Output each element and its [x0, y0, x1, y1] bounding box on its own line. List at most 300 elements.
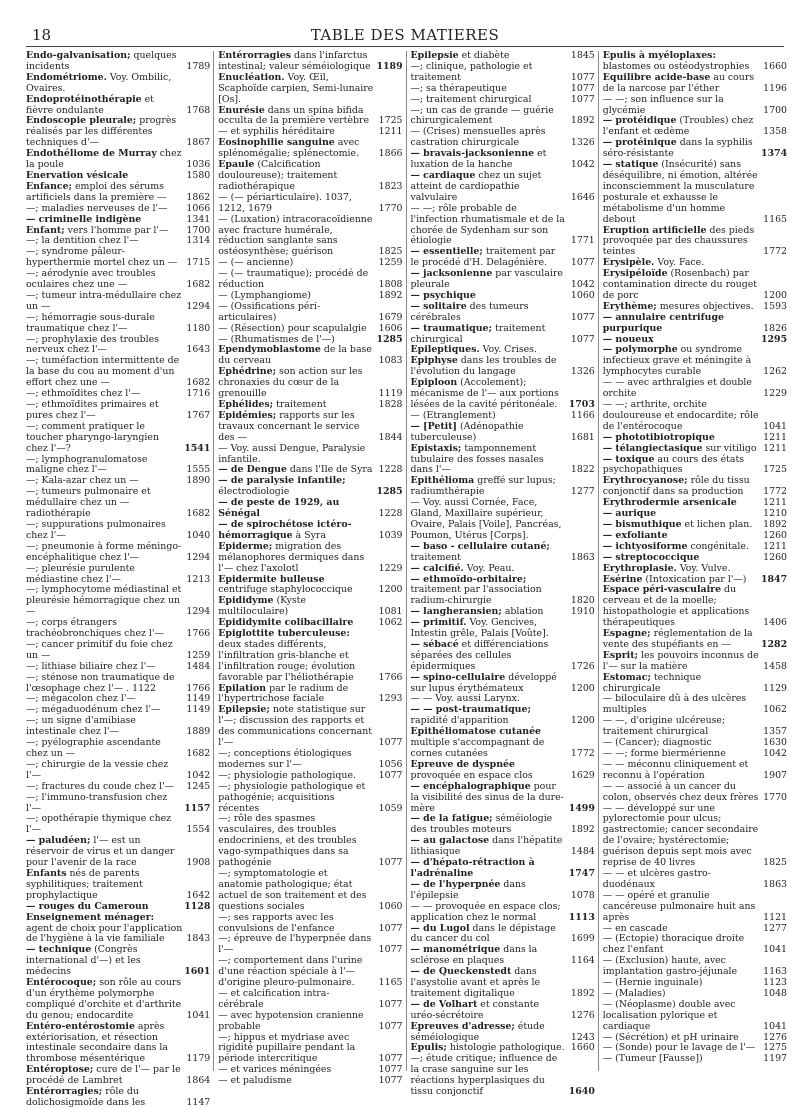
index-entry: [218, 989, 402, 1011]
entry-description: — — méconnu cliniquement et reconnu à l'opération: [602, 758, 749, 781]
entry-description: — Voy. aussi Dengue, Paralysie infantile.: [218, 442, 366, 465]
entry-description: —; hippus et mydriase avec rigidité pupillaire pendant la période intercritique: [218, 1031, 356, 1065]
entry-text: [603, 804, 759, 869]
index-entry: [26, 400, 210, 422]
entry-page-number: 1725: [378, 115, 403, 127]
index-entry: [603, 585, 787, 629]
entry-description: —; syndrome pâleur-hyperthermie mortel chez un —: [26, 246, 178, 269]
entry-text: [218, 411, 374, 444]
entry-description: de la base du cerveau: [218, 344, 372, 367]
entry-page-number: 1726: [570, 660, 595, 672]
entry-heading: — ichtyosiforme: [602, 540, 688, 552]
entry-text: [218, 51, 374, 73]
index-entry: [26, 585, 210, 618]
entry-page-number: 1210: [763, 508, 787, 520]
entry-page-number: 1123: [763, 977, 787, 989]
index-entry: [218, 444, 402, 466]
entry-description: l'— est un réservoir de virus et un danger pour l'avenir de la race: [26, 835, 175, 869]
index-entry: [218, 160, 402, 193]
entry-description: —; Kala-azar chez un —: [26, 475, 139, 487]
index-entry: [26, 269, 210, 291]
entry-text: [218, 138, 374, 160]
entry-description: dans l'asystolie avant et après le traitement digitalique: [410, 966, 541, 999]
entry-description: —; pleurésie purulente médiastine chez l'—: [26, 562, 135, 585]
entry-text: [411, 814, 567, 836]
index-entry: [603, 160, 787, 225]
entry-description: traitement chirurgical: [410, 322, 546, 345]
entry-text: [26, 335, 182, 357]
entry-page-number: 1166: [570, 409, 595, 421]
entry-text: [218, 73, 374, 106]
entry-description: — (Rhumatismes de l'—): [218, 333, 335, 345]
entry-text: [411, 106, 567, 128]
index-entry: [218, 596, 402, 618]
entry-description: avec splénomégalie; splénectomie.: [218, 137, 360, 160]
entry-heading: Epiphyse: [410, 355, 458, 367]
index-entry: [218, 51, 402, 73]
entry-page-number: 1484: [570, 846, 595, 858]
entry-page-number: 1747: [568, 867, 595, 879]
entry-description: — (Etranglement): [410, 409, 496, 421]
entry-description: dans l'hépatite lithiasique: [410, 835, 563, 858]
entry-text: [26, 269, 182, 291]
entry-page-number: 1276: [570, 1009, 595, 1021]
entry-description: et lichen plan.: [681, 518, 753, 530]
entry-description: — (— ancienne): [218, 257, 294, 269]
entry-description: — (Ossifications péri-articulaires): [218, 300, 321, 323]
entry-description: —; un cas de grande — guérie chirurgicalement: [410, 104, 554, 127]
entry-page-number: 1042: [186, 769, 211, 781]
index-entry: [603, 226, 787, 259]
entry-page-number: 1863: [570, 551, 595, 563]
entry-text: [603, 629, 759, 651]
entry-page-number: 1197: [763, 1053, 787, 1065]
entry-heading: — de Queckenstedt: [410, 966, 512, 978]
entry-page-number: 1866: [378, 148, 403, 160]
index-column-1: [26, 50, 213, 1108]
entry-description: —; épreuve de l'hyperpnée dans l'—: [218, 933, 372, 956]
entry-description: ou syndrome infectieux grave et méningite à lymphocytes curable: [602, 344, 752, 378]
entry-text: [218, 444, 374, 466]
entry-text: [603, 1000, 759, 1033]
entry-page-number: 1700: [763, 104, 787, 116]
entry-page-number: 1890: [186, 475, 211, 487]
entry-text: [411, 924, 567, 946]
entry-heading: Epulis à myéloplaxes:: [602, 50, 716, 61]
entry-page-number: 1040: [186, 529, 211, 541]
entry-description: —; physiologie pathologique.: [218, 769, 356, 781]
entry-text: [411, 945, 567, 967]
entry-description: — — et ulcères gastro-duodénaux: [602, 867, 711, 890]
entry-text: [26, 618, 182, 640]
entry-page-number: 1682: [186, 748, 211, 759]
entry-description: les pouvoirs inconnus de l'— sur la matière: [602, 649, 759, 672]
index-entry: [218, 934, 402, 956]
entry-description: deux stades différents, l'infiltration gris-blanche et l'infiltration rouge; évolution favorable par l'héliothérapie: [218, 638, 356, 683]
entry-text: [411, 705, 567, 727]
index-entry: [411, 836, 595, 858]
entry-page-number: 1826: [763, 322, 787, 334]
entry-heading: — essentielle;: [410, 246, 483, 258]
entry-description: dans l'Ile de Syra: [286, 464, 373, 476]
entry-page-number: 1078: [570, 889, 595, 901]
entry-text: [603, 694, 759, 716]
entry-text: [603, 138, 759, 160]
entry-page-number: 1823: [378, 180, 403, 192]
entry-text: [411, 640, 567, 673]
entry-page-number: 1077: [570, 82, 595, 94]
entry-page-number: 1228: [378, 508, 403, 520]
entry-description: — (Luxation) intracoracoïdienne avec fracture humérale, réduction sanglante sans ostéosynthèse; guérison: [218, 213, 373, 258]
entry-heading: — technique: [26, 944, 92, 956]
index-entry: [218, 749, 402, 771]
entry-heading: — jacksonienne: [410, 268, 493, 280]
entry-page-number: 1211: [763, 497, 787, 509]
entry-description: Voy. Crises.: [479, 344, 537, 356]
entry-description: —; rôle des spasmes vasculaires, des troubles endocriniens, et des troubles vago-sympathiques dans sa pathogénie: [218, 813, 357, 869]
entry-page-number: 1129: [763, 682, 787, 694]
entry-text: [26, 913, 182, 946]
entry-page-number: 1660: [570, 1042, 595, 1054]
entry-page-number: 1554: [186, 824, 211, 836]
entry-text: [26, 716, 182, 738]
entry-text: [26, 116, 182, 149]
entry-page-number: 1772: [763, 486, 787, 498]
entry-heading: Endométriome.: [26, 71, 107, 83]
index-entry: [603, 629, 787, 651]
entry-heading: Epithélioma: [410, 475, 475, 487]
entry-text: [603, 400, 759, 433]
index-entry: [411, 422, 595, 444]
entry-text: [603, 869, 759, 891]
entry-description: traitement: [273, 399, 327, 410]
entry-description: Voy. Gencives, Intestin grêle, Palais [Voûte].: [410, 617, 549, 640]
entry-page-number: 1357: [763, 726, 787, 738]
entry-text: [411, 149, 567, 171]
index-entry: [218, 542, 402, 575]
index-entry: [603, 956, 787, 978]
index-entry: [26, 313, 210, 335]
entry-heading: — d'hépato-rétraction à l'adrénaline: [410, 857, 535, 879]
index-entry: [26, 542, 210, 564]
entry-heading: — de peste de 1929, au Sénégal: [218, 497, 340, 520]
entry-text: [218, 1033, 374, 1066]
entry-description: séméiologie des troubles moteurs: [410, 813, 553, 836]
entry-description: vers l'homme par l'—: [64, 224, 169, 236]
entry-page-number: 1703: [568, 399, 595, 410]
index-entry: [411, 1000, 595, 1022]
entry-page-number: 1789: [186, 60, 211, 72]
index-entry: [26, 836, 210, 869]
entry-heading: Epidémies;: [218, 409, 277, 421]
entry-text: [26, 313, 182, 335]
entry-text: [411, 967, 567, 1000]
entry-text: [411, 727, 567, 760]
entry-heading: — ethmoïdo-orbitaire;: [410, 573, 527, 585]
entry-page-number: 1892: [570, 987, 595, 999]
entry-page-number: 1200: [570, 715, 595, 727]
index-entry: [411, 705, 595, 727]
entry-description: rapidité d'apparition: [410, 715, 509, 727]
index-entry: [411, 640, 595, 673]
index-entry: [218, 684, 402, 706]
entry-text: [218, 1076, 374, 1087]
entry-text: [603, 269, 759, 302]
entry-heading: — noueux: [602, 333, 654, 345]
index-entry: [411, 498, 595, 542]
index-entry: [218, 1011, 402, 1033]
entry-description: et diabète: [458, 50, 510, 61]
index-entry: [603, 378, 787, 400]
entry-heading: — de la fatigue;: [410, 813, 493, 825]
entry-description: note statistique sur l'—; discussion des rapports et des communications concernant l'—: [218, 704, 373, 749]
entry-description: blastomes ou ostéodystrophies: [602, 60, 750, 72]
entry-page-number: 1081: [378, 606, 403, 618]
entry-description: congénitale.: [687, 540, 749, 552]
index-entry: [411, 542, 595, 564]
entry-page-number: 1077: [378, 737, 403, 749]
entry-text: [411, 782, 567, 815]
entry-text: [603, 226, 759, 259]
entry-description: multiple s'accompagnant de cornes cutanées: [410, 737, 545, 759]
entry-page-number: 1282: [761, 638, 788, 650]
index-entry: [603, 116, 787, 138]
entry-heading: Epilepsie;: [218, 704, 270, 716]
index-entry: [218, 215, 402, 259]
entry-text: [218, 913, 374, 935]
entry-heading: Enervation vésicale: [26, 169, 129, 181]
entry-text: [411, 618, 567, 640]
index-entry: [26, 422, 210, 455]
index-entry: [411, 880, 595, 902]
entry-page-number: 1277: [763, 922, 787, 934]
entry-description: — —; forme biermérienne: [602, 748, 726, 759]
entry-description: — (Sonde) pour le lavage de l'—: [602, 1042, 756, 1054]
entry-heading: — statique: [602, 159, 659, 171]
entry-page-number: 1077: [378, 1064, 403, 1076]
entry-heading: — primitif.: [410, 617, 467, 629]
entry-description: (Troubles) chez l'enfant et œdème: [602, 115, 754, 138]
entry-page-number: 1294: [186, 551, 211, 563]
index-entry: [26, 182, 210, 204]
entry-page-number: 1294: [186, 300, 211, 312]
entry-page-number: 1766: [186, 628, 211, 640]
entry-description: à Syra: [292, 529, 326, 541]
entry-text: [218, 956, 374, 989]
entry-description: nés de parents syphilitiques; traitement prophylactique: [26, 867, 143, 901]
entry-heading: Epididyme: [218, 595, 274, 607]
entry-text: [411, 444, 567, 477]
entry-heading: — calcifié.: [410, 562, 464, 574]
entry-description: étude séméiologique: [410, 1020, 545, 1043]
entry-page-number: 1892: [570, 115, 595, 127]
entry-description: progrès réalisés par les différentes techniques d'—: [26, 115, 177, 149]
entry-description: —; chirurgie de la vessie chez l'—: [26, 758, 169, 781]
entry-text: [411, 324, 567, 346]
entry-text: [603, 891, 759, 924]
entry-text: [26, 95, 182, 117]
index-column-2: [213, 50, 405, 1087]
entry-heading: Esprit;: [602, 649, 639, 661]
entry-text: [411, 247, 567, 269]
index-entry: [218, 367, 402, 400]
index-entry: [411, 967, 595, 1000]
entry-description: — (Hernie inguinale): [602, 977, 703, 989]
entry-description: dans un spina bifida occulta de la première vertèbre: [218, 104, 370, 127]
entry-description: —; pyélographie ascendante chez un —: [26, 737, 161, 759]
entry-page-number: 1211: [763, 431, 787, 443]
entry-page-number: 1646: [570, 191, 595, 203]
entry-page-number: 1196: [763, 82, 787, 94]
entry-heading: — spino-cellulaire: [410, 671, 506, 683]
index-entry: [411, 760, 595, 782]
index-entry: [26, 945, 210, 978]
entry-page-number: 1889: [186, 726, 211, 738]
entry-page-number: 1149: [186, 704, 211, 716]
entry-page-number: 1275: [763, 1042, 787, 1054]
entry-text: [603, 116, 759, 138]
index-entry: [411, 814, 595, 836]
entry-page-number: 1077: [570, 257, 595, 269]
entry-description: —; comportement dans l'urine d'une réaction spéciale à l'— d'origine pleuro-pulmonaire.: [218, 955, 363, 989]
entry-page-number: 1892: [763, 518, 787, 530]
entry-page-number: 1907: [763, 769, 787, 781]
entry-heading: Eruption artificielle: [602, 224, 707, 236]
index-columns: [26, 50, 790, 1108]
entry-text: [26, 564, 182, 586]
entry-description: —; cancer primitif du foie chez un —: [26, 638, 173, 661]
entry-description: —; conceptions étiologiques modernes sur l'—: [218, 748, 352, 770]
entry-page-number: 1892: [378, 289, 403, 301]
index-entry: [411, 476, 595, 498]
entry-text: [411, 880, 567, 902]
page-header: [26, 14, 784, 42]
entry-description: —; hémorragie sous-durale traumatique chez l'—: [26, 311, 155, 334]
entry-description: — — associé à un cancer du colon, observés chez deux frères: [602, 780, 759, 803]
entry-text: [603, 476, 759, 498]
entry-description: (Rosenbach) par contamination directe du rouget de porc: [602, 268, 758, 301]
page-title: TABLE DES MATIERES: [310, 26, 500, 44]
index-entry: [603, 782, 787, 804]
index-entry: [603, 1000, 787, 1033]
entry-page-number: 1892: [570, 824, 595, 836]
index-entry: [411, 1022, 595, 1044]
entry-text: [26, 542, 182, 564]
entry-heading: Epilepsie: [410, 50, 459, 61]
entry-text: [411, 1022, 567, 1044]
index-entry: [411, 945, 595, 967]
entry-description: —; étude critique; influence de la crase sanguine sur les réactions hyperplasiques du tissu conjonctif: [410, 1053, 558, 1098]
entry-text: [411, 858, 567, 880]
entry-heading: Entérorragies: [218, 50, 292, 61]
index-entry: [218, 869, 402, 913]
entry-heading: Ependymoblastome: [218, 344, 321, 356]
entry-text: [411, 269, 567, 291]
index-entry: [26, 455, 210, 477]
entry-heading: Erysipéloïde: [602, 268, 668, 280]
index-entry: [26, 1087, 210, 1109]
entry-description: — — provoquée en espace clos; application chez le normal: [410, 900, 561, 923]
entry-description: —; corps étrangers trachéobronchiques chez l'—: [26, 617, 164, 640]
index-entry: [411, 106, 595, 128]
entry-heading: — [Petit]: [410, 420, 457, 432]
entry-page-number: 1200: [570, 682, 595, 694]
entry-description: — —; arthrite, orchite douloureuse et endocardite; rôle de l'entérocoque: [602, 399, 759, 432]
index-entry: [603, 934, 787, 956]
entry-page-number: 1041: [186, 1009, 211, 1021]
entry-text: [218, 869, 374, 913]
index-entry: [218, 782, 402, 815]
index-entry: [411, 924, 595, 946]
entry-page-number: 1200: [378, 584, 403, 596]
entry-text: [411, 422, 567, 444]
index-entry: [26, 1022, 210, 1066]
entry-description: pour la visibilité des sinus de la dure-mère: [410, 780, 564, 814]
entry-heading: Enfant;: [26, 224, 65, 236]
index-entry: [218, 629, 402, 684]
header-rule: [26, 46, 784, 47]
entry-text: [26, 487, 182, 520]
entry-page-number: 1164: [570, 955, 595, 967]
index-entry: [411, 356, 595, 378]
entry-heading: Esérine: [602, 573, 643, 585]
index-entry: [26, 913, 210, 946]
entry-heading: Enfance;: [26, 180, 73, 192]
entry-page-number: 1772: [763, 246, 787, 258]
index-column-4: [598, 51, 790, 1071]
entry-heading: — annulaire centrifuge purpurique: [602, 311, 724, 334]
entry-text: [411, 760, 567, 782]
index-entry: [218, 498, 402, 520]
index-entry: [26, 291, 210, 313]
entry-text: [218, 684, 374, 706]
entry-description: et fièvre ondulante: [26, 93, 154, 116]
entry-page-number: 1211: [378, 126, 403, 138]
entry-heading: — sébacé: [410, 638, 459, 650]
entry-heading: — de spirochétose ictéro-hémorragique: [218, 518, 352, 541]
index-entry: [218, 814, 402, 869]
entry-heading: Eosinophilie sanguine: [218, 137, 335, 149]
entry-page-number: 1260: [763, 551, 787, 563]
entry-description: —; suppurations pulmonaires chez l'—: [26, 518, 166, 541]
entry-page-number: 1062: [378, 617, 403, 629]
entry-heading: — baso - cellulaire cutané;: [410, 540, 550, 552]
entry-heading: Epileptiques.: [410, 344, 480, 356]
entry-description: des pieds provoquée par des chaussures teintes: [602, 224, 755, 258]
entry-description: (Calcification douloureuse); traitement radiothérapique: [218, 159, 338, 192]
entry-description: —; tuméfaction intermittente de la base du cou au moment d'un effort chez une —: [26, 355, 180, 389]
entry-text: [218, 106, 374, 128]
entry-text: [603, 673, 759, 695]
entry-page-number: 1041: [763, 1020, 787, 1032]
entry-heading: Espagne;: [602, 628, 651, 640]
entry-description: —; symptomatologie et anatomie pathologique; état actuel de son traitement et des questions sociales: [218, 867, 367, 912]
entry-description: —; ethmoïdites chez l'—: [26, 388, 141, 400]
entry-description: mesures objectives.: [656, 300, 754, 312]
entry-text: [218, 215, 374, 259]
entry-heading: Enurésie: [218, 104, 265, 116]
entry-text: [218, 476, 374, 498]
entry-page-number: 1908: [186, 857, 211, 869]
entry-page-number: 1077: [378, 769, 403, 781]
entry-description: ablation: [501, 606, 544, 618]
entry-heading: — exfoliante: [602, 529, 668, 541]
index-entry: [603, 1054, 787, 1065]
entry-description: après extériorisation, et résection intestinale secondaire dans la thrombose mésentérique: [26, 1020, 168, 1065]
entry-page-number: 1864: [186, 1075, 211, 1087]
entry-description: technique chirurgicale: [602, 671, 702, 694]
index-entry: [218, 411, 402, 444]
